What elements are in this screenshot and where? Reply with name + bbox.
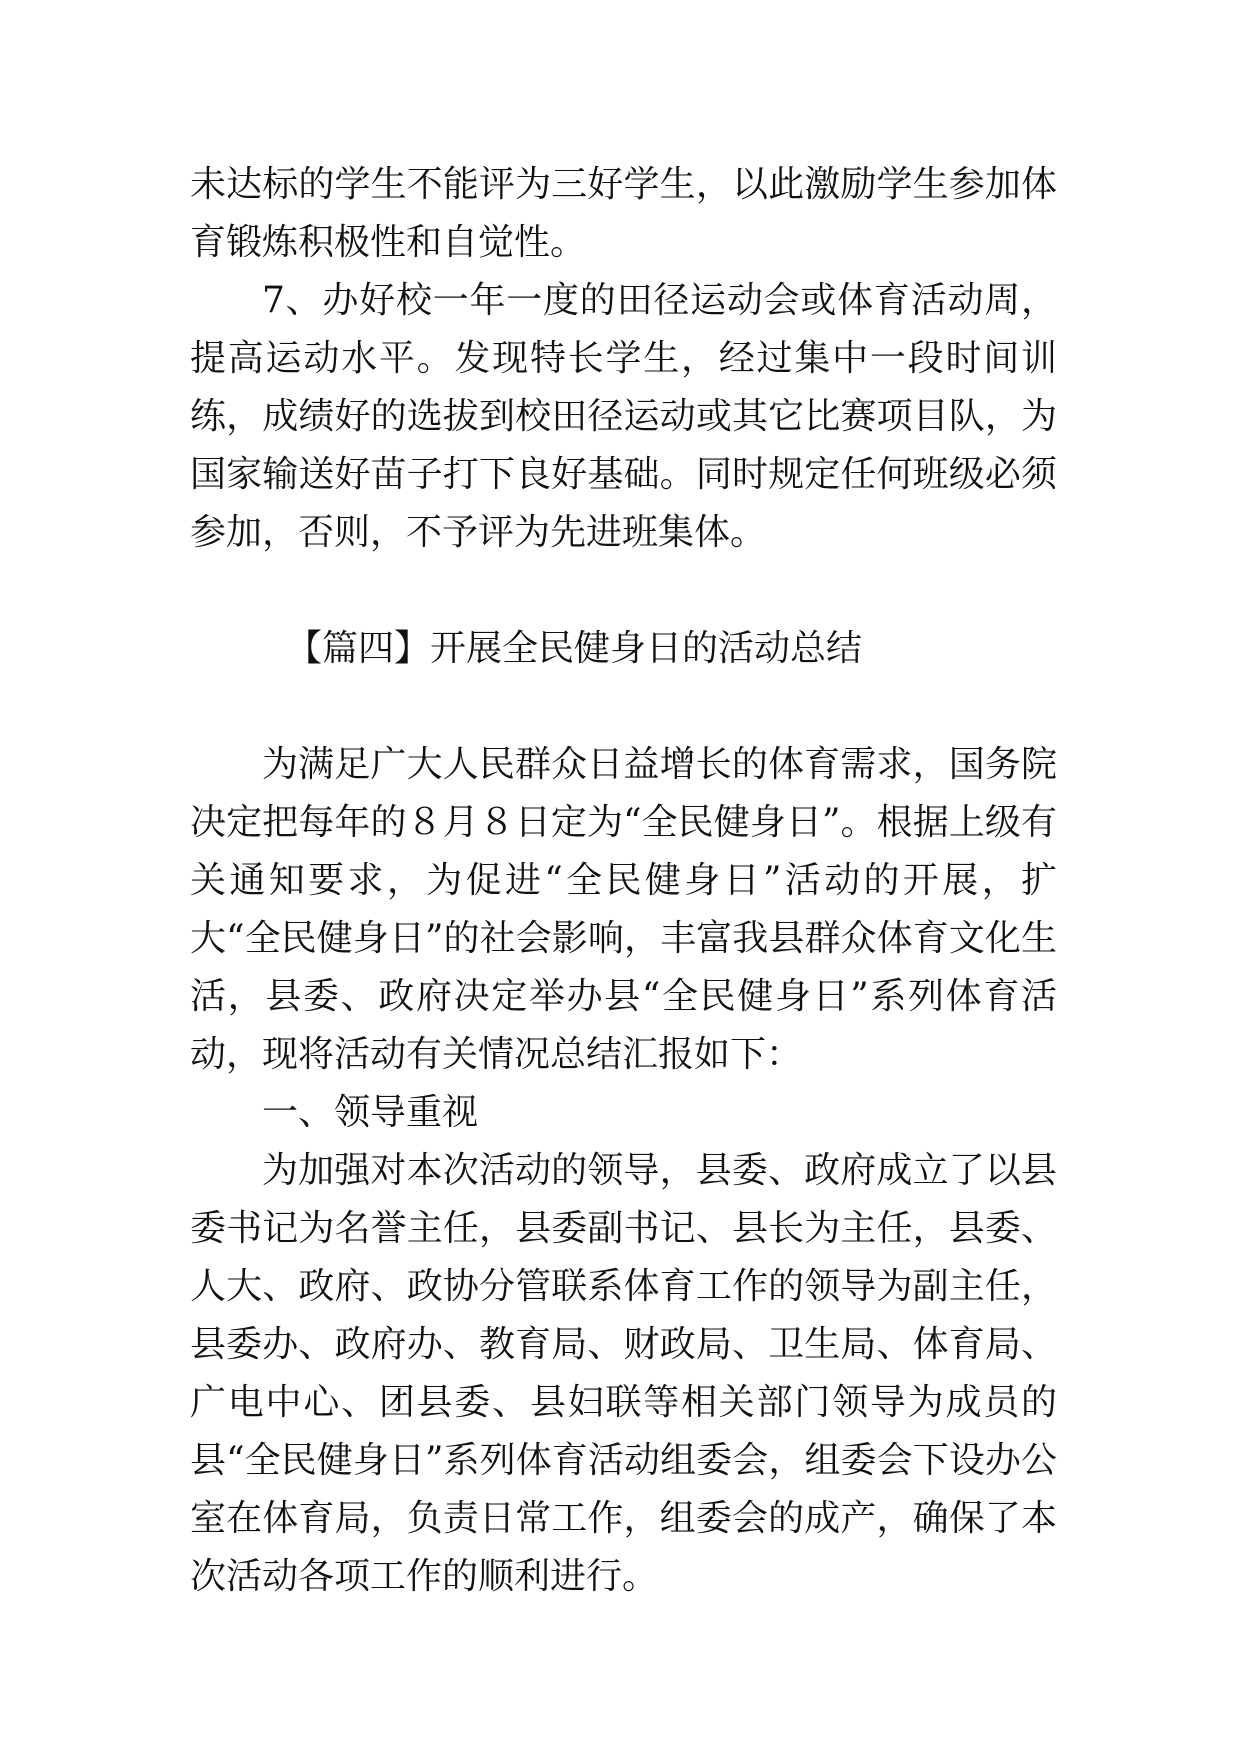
paragraph-item-7: 7、办好校一年一度的田径运动会或体育活动周，提高运动水平。发现特长学生，经过集中一段时间训练，成绩好的选拔到校田径运动或其它比赛项目队，为国家输送好苗子打下良好基础。同时规定任何班级必须参加，否则，不予评为先进班集体。 (190, 280, 1057, 553)
paragraph-intro: 为满足广大人民群众日益增长的体育需求，国务院决定把每年的８月８日定为“全民健身日”。根据上级有关通知要求，为促进“全民健身日”活动的开展，扩大“全民健身日”的社会影响，丰富我县群众体育文化生活，县委、政府决定举办县“全民健身日”系列体育活动，现将活动有关情况总结汇报如下： (190, 744, 1057, 1075)
paragraph-leadership: 为加强对本次活动的领导，县委、政府成立了以县委书记为名誉主任，县委副书记、县长为主任，县委、人大、政府、政协分管联系体育工作的领导为副主任，县委办、政府办、教育局、财政局、卫生局、体育局、广电中心、团县委、县妇联等相关部门领导为成员的县“全民健身日”系列体育活动组委会，组委会下设办公室在体育局，负责日常工作，组委会的成产，确保了本次活动各项工作的顺利进行。 (190, 1150, 1057, 1597)
paragraph-continued: 未达标的学生不能评为三好学生，以此激励学生参加体育锻炼积极性和自觉性。 (190, 164, 1057, 263)
document-body (190, 156, 1057, 1606)
section-heading: 【篇四】开展全民健身日的活动总结 (286, 628, 863, 669)
subheading-leadership: 一、领导重视 (262, 1092, 479, 1133)
